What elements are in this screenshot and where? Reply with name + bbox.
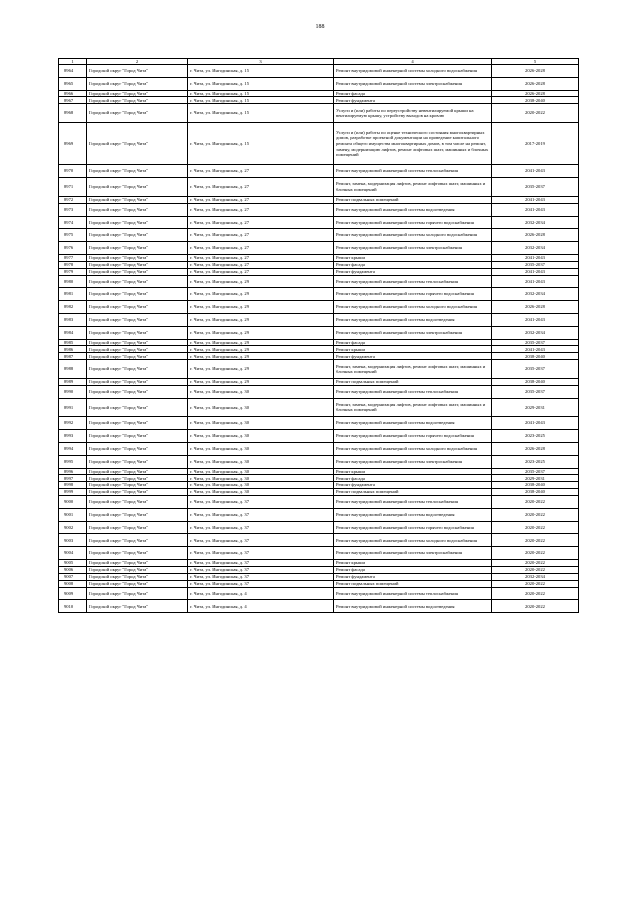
table-row [59, 97, 579, 104]
row-number: 8972 [59, 196, 87, 203]
work-type-cell: Ремонт подвальных помещений [334, 378, 492, 385]
period-cell: 2020-2022 [492, 521, 579, 534]
period-cell: 2026-2028 [492, 442, 579, 455]
municipality-cell: Городской округ "Город Чита" [87, 313, 188, 326]
municipality-cell: Городской округ "Город Чита" [87, 587, 188, 600]
period-cell: 2020-2022 [492, 580, 579, 587]
municipality-cell: Городской округ "Город Чита" [87, 521, 188, 534]
municipality-cell: Городской округ "Город Чита" [87, 229, 188, 242]
municipality-cell: Городской округ "Город Чита" [87, 268, 188, 275]
address-cell: г. Чита, ул. Ингодинская, д. 4 [188, 587, 334, 600]
row-number: 8979 [59, 268, 87, 275]
table-row [59, 560, 579, 567]
row-number: 8987 [59, 353, 87, 360]
municipality-cell: Городской округ "Город Чита" [87, 534, 188, 547]
row-number: 8981 [59, 288, 87, 301]
table-row [59, 580, 579, 587]
row-number: 8964 [59, 65, 87, 78]
period-cell: 2035-2037 [492, 385, 579, 398]
address-cell: г. Чита, ул. Ингодинская, д. 37 [188, 547, 334, 560]
table-row [59, 339, 579, 346]
table-row [59, 566, 579, 573]
work-type-cell: Ремонт внутридомовой инженерной системы холодного водоснабжения [334, 65, 492, 78]
table-row [59, 242, 579, 255]
work-type-cell: Ремонт, замена, модернизация лифтов, ремонт лифтовых шахт, машинных и блочных помещений [334, 398, 492, 417]
row-number: 8980 [59, 275, 87, 288]
table-row [59, 123, 579, 165]
address-cell: г. Чита, ул. Ингодинская, д. 29 [188, 288, 334, 301]
table-row [59, 165, 579, 178]
row-number: 8975 [59, 229, 87, 242]
municipality-cell: Городской округ "Город Чита" [87, 600, 188, 613]
row-number: 8986 [59, 346, 87, 353]
row-number: 9002 [59, 521, 87, 534]
table-row [59, 534, 579, 547]
table-body [59, 65, 579, 613]
period-cell: 2041-2043 [492, 254, 579, 261]
municipality-cell: Городской округ "Город Чита" [87, 378, 188, 385]
period-cell: 2035-2037 [492, 178, 579, 197]
table-row [59, 65, 579, 78]
work-type-cell: Ремонт внутридомовой инженерной системы холодного водоснабжения [334, 442, 492, 455]
table-row [59, 378, 579, 385]
table-row [59, 417, 579, 430]
row-number: 9007 [59, 573, 87, 580]
row-number: 9005 [59, 560, 87, 567]
municipality-cell: Городской округ "Город Чита" [87, 455, 188, 468]
work-type-cell: Ремонт фундамента [334, 482, 492, 489]
address-cell: г. Чита, ул. Ингодинская, д. 27 [188, 165, 334, 178]
row-number: 8992 [59, 417, 87, 430]
address-cell: г. Чита, ул. Ингодинская, д. 30 [188, 385, 334, 398]
work-type-cell: Ремонт внутридомовой инженерной системы теплоснабжения [334, 275, 492, 288]
row-number: 9004 [59, 547, 87, 560]
table-row [59, 353, 579, 360]
table-row [59, 288, 579, 301]
table-row [59, 90, 579, 97]
municipality-cell: Городской округ "Город Чита" [87, 165, 188, 178]
address-cell: г. Чита, ул. Ингодинская, д. 30 [188, 398, 334, 417]
table-row [59, 398, 579, 417]
address-cell: г. Чита, ул. Ингодинская, д. 37 [188, 496, 334, 509]
table-row [59, 508, 579, 521]
row-number: 9000 [59, 496, 87, 509]
work-type-cell: Ремонт внутридомовой инженерной системы водоотведения [334, 600, 492, 613]
work-type-cell: Ремонт внутридомовой инженерной системы электроснабжения [334, 326, 492, 339]
municipality-cell: Городской округ "Город Чита" [87, 580, 188, 587]
municipality-cell: Городской округ "Город Чита" [87, 475, 188, 482]
work-type-cell: Ремонт фундамента [334, 268, 492, 275]
period-cell: 2023-2025 [492, 455, 579, 468]
work-type-cell: Ремонт фасада [334, 339, 492, 346]
period-cell: 2041-2043 [492, 268, 579, 275]
municipality-cell: Городской округ "Город Чита" [87, 508, 188, 521]
municipality-cell: Городской округ "Город Чита" [87, 360, 188, 379]
table-row [59, 430, 579, 443]
period-cell: 2032-2034 [492, 288, 579, 301]
municipality-cell: Городской округ "Город Чита" [87, 275, 188, 288]
period-cell: 2038-2040 [492, 353, 579, 360]
work-type-cell: Ремонт фасада [334, 261, 492, 268]
address-cell: г. Чита, ул. Ингодинская, д. 29 [188, 346, 334, 353]
municipality-cell: Городской округ "Город Чита" [87, 123, 188, 165]
row-number: 8968 [59, 104, 87, 123]
row-number: 8989 [59, 378, 87, 385]
work-type-cell: Ремонт подвальных помещений [334, 196, 492, 203]
work-type-cell: Ремонт крыши [334, 468, 492, 475]
address-cell: г. Чита, ул. Ингодинская, д. 30 [188, 442, 334, 455]
period-cell: 2041-2043 [492, 165, 579, 178]
table-row [59, 261, 579, 268]
table-row [59, 268, 579, 275]
period-cell: 2041-2043 [492, 346, 579, 353]
period-cell: 2041-2043 [492, 417, 579, 430]
municipality-cell: Городской округ "Город Чита" [87, 65, 188, 78]
work-type-cell: Ремонт фасада [334, 90, 492, 97]
period-cell: 2038-2040 [492, 378, 579, 385]
work-type-cell: Ремонт, замена, модернизация лифтов, ремонт лифтовых шахт, машинных и блочных помещений [334, 178, 492, 197]
work-type-cell: Ремонт внутридомовой инженерной системы электроснабжения [334, 455, 492, 468]
work-type-cell: Ремонт внутридомовой инженерной системы теплоснабжения [334, 587, 492, 600]
period-cell: 2020-2022 [492, 534, 579, 547]
work-type-cell: Ремонт крыши [334, 560, 492, 567]
table-row [59, 455, 579, 468]
address-cell: г. Чита, ул. Ингодинская, д. 37 [188, 560, 334, 567]
municipality-cell: Городской округ "Город Чита" [87, 489, 188, 496]
municipality-cell: Городской округ "Город Чита" [87, 77, 188, 90]
period-cell: 2020-2022 [492, 496, 579, 509]
period-cell: 2032-2034 [492, 573, 579, 580]
municipality-cell: Городской округ "Город Чита" [87, 346, 188, 353]
address-cell: г. Чита, ул. Ингодинская, д. 29 [188, 378, 334, 385]
work-type-cell: Ремонт фундамента [334, 573, 492, 580]
table-row [59, 482, 579, 489]
row-number: 9001 [59, 508, 87, 521]
address-cell: г. Чита, ул. Ингодинская, д. 37 [188, 508, 334, 521]
municipality-cell: Городской округ "Город Чита" [87, 261, 188, 268]
work-type-cell: Ремонт внутридомовой инженерной системы электроснабжения [334, 77, 492, 90]
row-number: 8971 [59, 178, 87, 197]
period-cell: 2023-2025 [492, 430, 579, 443]
column-header-5: 5 [492, 59, 579, 65]
period-cell: 2038-2040 [492, 489, 579, 496]
address-cell: г. Чита, ул. Ингодинская, д. 27 [188, 242, 334, 255]
municipality-cell: Городской округ "Город Чита" [87, 417, 188, 430]
municipality-cell: Городской округ "Город Чита" [87, 398, 188, 417]
work-type-cell: Ремонт, замена, модернизация лифтов, ремонт лифтовых шахт, машинных и блочных помещений [334, 360, 492, 379]
work-type-cell: Ремонт крыши [334, 254, 492, 261]
municipality-cell: Городской округ "Город Чита" [87, 430, 188, 443]
period-cell: 2029-2031 [492, 398, 579, 417]
row-number: 8998 [59, 482, 87, 489]
row-number: 9008 [59, 580, 87, 587]
capital-repair-table [58, 58, 579, 613]
address-cell: г. Чита, ул. Ингодинская, д. 27 [188, 268, 334, 275]
municipality-cell: Городской округ "Город Чита" [87, 496, 188, 509]
period-cell: 2020-2022 [492, 600, 579, 613]
address-cell: г. Чита, ул. Ингодинская, д. 29 [188, 275, 334, 288]
municipality-cell: Городской округ "Город Чита" [87, 566, 188, 573]
period-cell: 2032-2034 [492, 216, 579, 229]
row-number: 8965 [59, 77, 87, 90]
period-cell: 2029-2031 [492, 475, 579, 482]
period-cell: 2041-2043 [492, 196, 579, 203]
address-cell: г. Чита, ул. Ингодинская, д. 29 [188, 326, 334, 339]
table-row [59, 600, 579, 613]
period-cell: 2020-2022 [492, 587, 579, 600]
municipality-cell: Городской округ "Город Чита" [87, 178, 188, 197]
work-type-cell: Ремонт внутридомовой инженерной системы водоотведения [334, 203, 492, 216]
work-type-cell: Ремонт внутридомовой инженерной системы горячего водоснабжения [334, 521, 492, 534]
table-row [59, 360, 579, 379]
work-type-cell: Ремонт внутридомовой инженерной системы холодного водоснабжения [334, 229, 492, 242]
period-cell: 2038-2040 [492, 97, 579, 104]
table-row [59, 301, 579, 314]
work-type-cell: Ремонт внутридомовой инженерной системы теплоснабжения [334, 385, 492, 398]
municipality-cell: Городской округ "Город Чита" [87, 573, 188, 580]
table-row [59, 346, 579, 353]
municipality-cell: Городской округ "Город Чита" [87, 97, 188, 104]
address-cell: г. Чита, ул. Ингодинская, д. 15 [188, 104, 334, 123]
municipality-cell: Городской округ "Город Чита" [87, 326, 188, 339]
row-number: 9010 [59, 600, 87, 613]
work-type-cell: Ремонт крыши [334, 346, 492, 353]
table-row [59, 442, 579, 455]
period-cell: 2035-2037 [492, 339, 579, 346]
period-cell: 2020-2022 [492, 566, 579, 573]
municipality-cell: Городской округ "Город Чита" [87, 560, 188, 567]
table-row [59, 587, 579, 600]
table-row [59, 196, 579, 203]
municipality-cell: Городской округ "Город Чита" [87, 203, 188, 216]
work-type-cell: Ремонт фундамента [334, 353, 492, 360]
address-cell: г. Чита, ул. Ингодинская, д. 30 [188, 455, 334, 468]
address-cell: г. Чита, ул. Ингодинская, д. 4 [188, 600, 334, 613]
municipality-cell: Городской округ "Город Чита" [87, 385, 188, 398]
work-type-cell: Ремонт фасада [334, 475, 492, 482]
work-type-cell: Ремонт внутридомовой инженерной системы электроснабжения [334, 242, 492, 255]
row-number: 8999 [59, 489, 87, 496]
work-type-cell: Ремонт внутридомовой инженерной системы водоотведения [334, 313, 492, 326]
row-number: 8973 [59, 203, 87, 216]
municipality-cell: Городской округ "Город Чита" [87, 242, 188, 255]
row-number: 8995 [59, 455, 87, 468]
period-cell: 2035-2037 [492, 261, 579, 268]
column-header-1: 1 [59, 59, 87, 65]
address-cell: г. Чита, ул. Ингодинская, д. 30 [188, 468, 334, 475]
municipality-cell: Городской округ "Город Чита" [87, 468, 188, 475]
address-cell: г. Чита, ул. Ингодинская, д. 15 [188, 123, 334, 165]
address-cell: г. Чита, ул. Ингодинская, д. 27 [188, 254, 334, 261]
address-cell: г. Чита, ул. Ингодинская, д. 30 [188, 417, 334, 430]
municipality-cell: Городской округ "Город Чита" [87, 547, 188, 560]
address-cell: г. Чита, ул. Ингодинская, д. 15 [188, 65, 334, 78]
municipality-cell: Городской округ "Город Чита" [87, 339, 188, 346]
table-row [59, 385, 579, 398]
work-type-cell: Ремонт внутридомовой инженерной системы теплоснабжения [334, 165, 492, 178]
period-cell: 2026-2028 [492, 65, 579, 78]
row-number: 8974 [59, 216, 87, 229]
table-row [59, 547, 579, 560]
period-cell: 2026-2028 [492, 77, 579, 90]
row-number: 8993 [59, 430, 87, 443]
period-cell: 2032-2034 [492, 326, 579, 339]
address-cell: г. Чита, ул. Ингодинская, д. 37 [188, 573, 334, 580]
row-number: 8985 [59, 339, 87, 346]
row-number: 8982 [59, 301, 87, 314]
period-cell: 2017-2019 [492, 123, 579, 165]
address-cell: г. Чита, ул. Ингодинская, д. 30 [188, 430, 334, 443]
row-number: 8966 [59, 90, 87, 97]
table-row [59, 104, 579, 123]
table-row [59, 496, 579, 509]
address-cell: г. Чита, ул. Ингодинская, д. 15 [188, 97, 334, 104]
table-row [59, 313, 579, 326]
table-row [59, 275, 579, 288]
column-header-4: 4 [334, 59, 492, 65]
row-number: 8983 [59, 313, 87, 326]
row-number: 8994 [59, 442, 87, 455]
address-cell: г. Чита, ул. Ингодинская, д. 29 [188, 360, 334, 379]
work-type-cell: Ремонт подвальных помещений [334, 580, 492, 587]
column-header-3: 3 [188, 59, 334, 65]
work-type-cell: Ремонт внутридомовой инженерной системы электроснабжения [334, 547, 492, 560]
row-number: 8967 [59, 97, 87, 104]
municipality-cell: Городской округ "Город Чита" [87, 442, 188, 455]
address-cell: г. Чита, ул. Ингодинская, д. 37 [188, 534, 334, 547]
table-row [59, 216, 579, 229]
work-type-cell: Ремонт внутридомовой инженерной системы горячего водоснабжения [334, 288, 492, 301]
address-cell: г. Чита, ул. Ингодинская, д. 27 [188, 203, 334, 216]
municipality-cell: Городской округ "Город Чита" [87, 90, 188, 97]
municipality-cell: Городской округ "Город Чита" [87, 216, 188, 229]
address-cell: г. Чита, ул. Ингодинская, д. 37 [188, 566, 334, 573]
address-cell: г. Чита, ул. Ингодинская, д. 30 [188, 489, 334, 496]
period-cell: 2026-2028 [492, 229, 579, 242]
table-row [59, 77, 579, 90]
table-row [59, 468, 579, 475]
row-number: 8990 [59, 385, 87, 398]
table-row [59, 203, 579, 216]
row-number: 8991 [59, 398, 87, 417]
page-number: 188 [315, 24, 325, 30]
period-cell: 2032-2034 [492, 242, 579, 255]
table-row [59, 178, 579, 197]
row-number: 8969 [59, 123, 87, 165]
municipality-cell: Городской округ "Город Чита" [87, 301, 188, 314]
table-row [59, 521, 579, 534]
address-cell: г. Чита, ул. Ингодинская, д. 27 [188, 261, 334, 268]
row-number: 8970 [59, 165, 87, 178]
period-cell: 2041-2043 [492, 275, 579, 288]
table-row [59, 475, 579, 482]
work-type-cell: Ремонт фундамента [334, 97, 492, 104]
row-number: 8984 [59, 326, 87, 339]
address-cell: г. Чита, ул. Ингодинская, д. 27 [188, 216, 334, 229]
column-header-2: 2 [87, 59, 188, 65]
period-cell: 2026-2028 [492, 301, 579, 314]
work-type-cell: Ремонт внутридомовой инженерной системы холодного водоснабжения [334, 534, 492, 547]
row-number: 8976 [59, 242, 87, 255]
work-type-cell: Ремонт внутридомовой инженерной системы горячего водоснабжения [334, 430, 492, 443]
table-row [59, 229, 579, 242]
work-type-cell: Ремонт фасада [334, 566, 492, 573]
work-type-cell: Ремонт внутридомовой инженерной системы холодного водоснабжения [334, 301, 492, 314]
period-cell: 2041-2043 [492, 203, 579, 216]
row-number: 8978 [59, 261, 87, 268]
address-cell: г. Чита, ул. Ингодинская, д. 27 [188, 178, 334, 197]
period-cell: 2035-2037 [492, 360, 579, 379]
municipality-cell: Городской округ "Город Чита" [87, 254, 188, 261]
row-number: 9006 [59, 566, 87, 573]
address-cell: г. Чита, ул. Ингодинская, д. 15 [188, 90, 334, 97]
address-cell: г. Чита, ул. Ингодинская, д. 37 [188, 521, 334, 534]
period-cell: 2020-2022 [492, 547, 579, 560]
address-cell: г. Чита, ул. Ингодинская, д. 15 [188, 77, 334, 90]
period-cell: 2020-2022 [492, 104, 579, 123]
period-cell: 2020-2022 [492, 560, 579, 567]
table-row [59, 489, 579, 496]
work-type-cell: Ремонт внутридомовой инженерной системы водоотведения [334, 417, 492, 430]
address-cell: г. Чита, ул. Ингодинская, д. 30 [188, 482, 334, 489]
address-cell: г. Чита, ул. Ингодинская, д. 29 [188, 301, 334, 314]
work-type-cell: Ремонт подвальных помещений [334, 489, 492, 496]
row-number: 8996 [59, 468, 87, 475]
period-cell: 2026-2028 [492, 90, 579, 97]
municipality-cell: Городской округ "Город Чита" [87, 104, 188, 123]
municipality-cell: Городской округ "Город Чита" [87, 482, 188, 489]
table-row [59, 573, 579, 580]
period-cell: 2038-2040 [492, 482, 579, 489]
work-type-cell: Ремонт внутридомовой инженерной системы водоотведения [334, 508, 492, 521]
address-cell: г. Чита, ул. Ингодинская, д. 27 [188, 229, 334, 242]
municipality-cell: Городской округ "Город Чита" [87, 196, 188, 203]
row-number: 8988 [59, 360, 87, 379]
work-type-cell: Услуги и (или) работы по переустройству невентилируемой крыши на вентилируемую крышу, устройству выходов на кровлю [334, 104, 492, 123]
period-cell: 2020-2022 [492, 508, 579, 521]
row-number: 8977 [59, 254, 87, 261]
work-type-cell: Ремонт внутридомовой инженерной системы горячего водоснабжения [334, 216, 492, 229]
work-type-cell: Услуги и (или) работы по оценке технического состояния многоквартирных домов, разработке проектной документации на проведение капитального ремонта общего имущества многоквартирных домов, в том числе на ремонт, замену, модернизацию лифтов, ремонт лифтовых шахт, машинных и блочных помещений [334, 123, 492, 165]
address-cell: г. Чита, ул. Ингодинская, д. 29 [188, 353, 334, 360]
period-cell: 2041-2043 [492, 313, 579, 326]
municipality-cell: Городской округ "Город Чита" [87, 288, 188, 301]
table-row [59, 326, 579, 339]
address-cell: г. Чита, ул. Ингодинская, д. 27 [188, 196, 334, 203]
address-cell: г. Чита, ул. Ингодинская, д. 29 [188, 339, 334, 346]
address-cell: г. Чита, ул. Ингодинская, д. 30 [188, 475, 334, 482]
municipality-cell: Городской округ "Город Чита" [87, 353, 188, 360]
period-cell: 2035-2037 [492, 468, 579, 475]
row-number: 8997 [59, 475, 87, 482]
row-number: 9009 [59, 587, 87, 600]
work-type-cell: Ремонт внутридомовой инженерной системы теплоснабжения [334, 496, 492, 509]
table-row [59, 254, 579, 261]
address-cell: г. Чита, ул. Ингодинская, д. 37 [188, 580, 334, 587]
row-number: 9003 [59, 534, 87, 547]
address-cell: г. Чита, ул. Ингодинская, д. 29 [188, 313, 334, 326]
